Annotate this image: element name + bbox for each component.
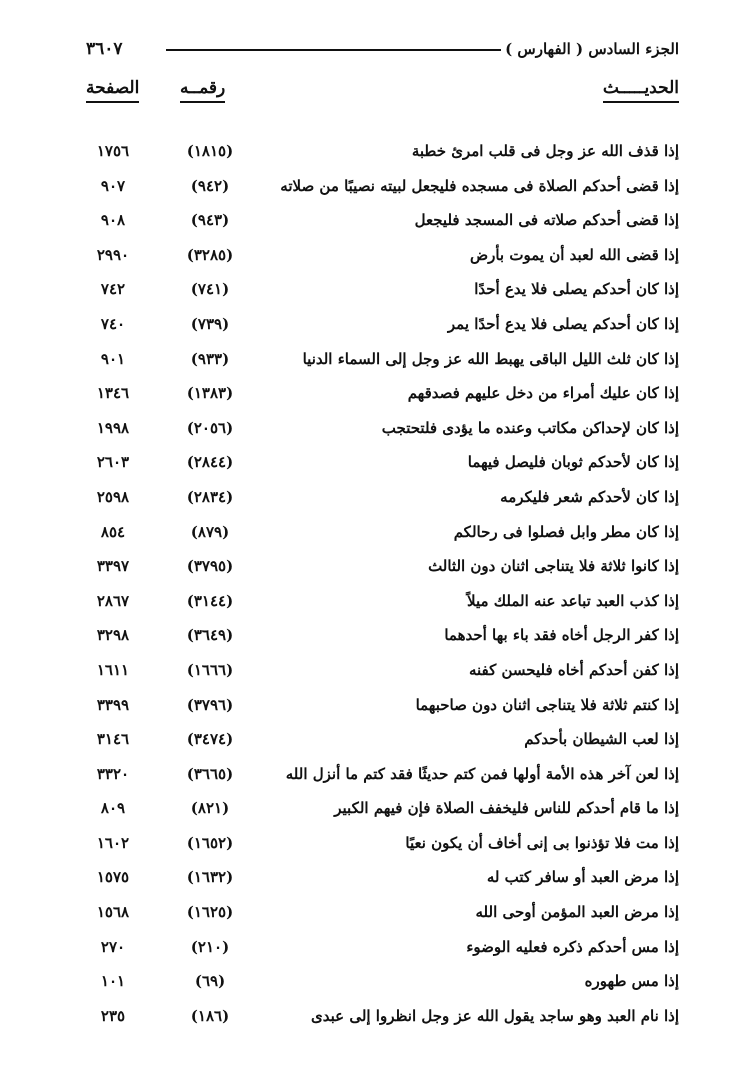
hadith-number: (١٦٣٢) [186, 868, 234, 887]
hadith-text: إذا قذف الله عز وجل فى قلب امرئ خطبة [411, 142, 679, 160]
hadith-text: إذا كان أحدكم يصلى فلا يدع أحدًا يمر [447, 314, 679, 333]
index-entry [80, 584, 679, 619]
column-header-page: الصفحة [86, 76, 139, 103]
page-reference: ٢٨٦٧ [96, 591, 130, 610]
hadith-number: (٩٣٣) [190, 349, 230, 368]
page-reference: ٨٥٤ [100, 522, 126, 541]
page-reference: ٩٠٧ [100, 176, 126, 195]
hadith-text: إذا كذب العبد تباعد عنه الملك ميلاً [467, 591, 679, 610]
hadith-number: (٣٤٧٤) [186, 730, 234, 749]
page-reference: ٧٤٢ [100, 280, 126, 299]
hadith-number: (٣٢٨٥) [186, 245, 234, 264]
index-entry [80, 238, 679, 273]
index-entry [80, 515, 679, 550]
index-entry [80, 653, 679, 688]
index-entry [80, 688, 679, 723]
hadith-text: إذا كفر الرجل أخاه فقد باء بها أحدهما [444, 626, 679, 645]
hadith-text: إذا كانوا ثلاثة فلا يتناجى اثنان دون الثالث [428, 557, 679, 576]
index-entry [80, 169, 679, 204]
page-reference: ١٦١١ [96, 660, 130, 679]
index-entry [80, 757, 679, 792]
hadith-text: إذا ما قام أحدكم للناس فليخفف الصلاة فإن فيهم الكبير [334, 799, 679, 818]
index-entry [80, 549, 679, 584]
hadith-text: إذا قضى أحدكم الصلاة فى مسجده فليجعل لبيته نصيبًا من صلاته [280, 176, 679, 195]
page-reference: ٢٩٩٠ [96, 245, 130, 264]
running-head [86, 36, 679, 64]
hadith-number: (٩٤٢) [190, 176, 230, 195]
page-reference: ٣٢٩٨ [96, 626, 130, 645]
index-entries [80, 134, 679, 1033]
page-number: ٣٦٠٧ [86, 39, 123, 59]
page-reference: ١٩٩٨ [96, 418, 130, 437]
page-reference: ٢٧٠ [100, 937, 126, 956]
column-header-number: رقمــه [180, 76, 225, 103]
page-reference: ٧٤٠ [100, 314, 126, 333]
hadith-text: إذا كان ثلث الليل الباقى يهبط الله عز وجل إلى السماء الدنيا [302, 349, 679, 368]
index-entry [80, 860, 679, 895]
page-reference: ٢٥٩٨ [96, 487, 130, 506]
index-entry [80, 272, 679, 307]
page-reference: ٣٣٩٧ [96, 557, 130, 576]
hadith-number: (٢٠٥٦) [186, 418, 234, 437]
index-entry [80, 930, 679, 965]
hadith-text: إذا كان لإحداكن مكاتب وعنده ما يؤدى فلتحتجب [381, 418, 679, 437]
hadith-number: (١٨١٥) [186, 142, 234, 160]
hadith-number: (٢٨٣٤) [186, 487, 234, 506]
hadith-text: إذا مرض العبد المؤمن أوحى الله [475, 903, 679, 922]
column-headers [80, 76, 679, 106]
hadith-number: (٧٤١) [190, 280, 230, 299]
hadith-text: إذا لعن آخر هذه الأمة أولها فمن كتم حديثًا فقد كتم ما أنزل الله [285, 764, 679, 783]
index-entry [80, 964, 679, 999]
index-entry [80, 376, 679, 411]
page-reference: ٩٠١ [100, 349, 126, 368]
hadith-number: (٢١٠) [190, 937, 230, 956]
hadith-number: (١٨٦) [190, 1006, 230, 1025]
hadith-text: إذا قضى الله لعبد أن يموت بأرض [469, 245, 679, 264]
index-entry [80, 895, 679, 930]
hadith-number: (٦٩) [194, 972, 226, 991]
hadith-text: إذا مس طهوره [584, 972, 679, 991]
hadith-text: إذا كان أحدكم يصلى فلا يدع أحدًا [474, 280, 679, 299]
index-entry [80, 445, 679, 480]
page-reference: ٢٦٠٣ [96, 453, 130, 472]
hadith-number: (١٦٥٢) [186, 833, 234, 852]
hadith-text: إذا مس أحدكم ذكره فعليه الوضوء [466, 937, 679, 956]
page-reference: ١٠١ [100, 972, 126, 991]
column-header-hadith: الحديـــــث [603, 76, 679, 103]
hadith-number: (١٦٢٥) [186, 903, 234, 922]
page-reference: ٢٣٥ [100, 1006, 126, 1025]
index-entry [80, 999, 679, 1034]
hadith-number: (١٣٨٣) [186, 384, 234, 403]
hadith-number: (٨٢١) [190, 799, 230, 818]
page-reference: ٨٠٩ [100, 799, 126, 818]
page-reference: ٣٣٩٩ [96, 695, 130, 714]
hadith-number: (٩٤٣) [190, 211, 230, 230]
running-head-title: الجزء السادس ( الفهارس ) [505, 40, 679, 58]
page-reference: ١٥٦٨ [96, 903, 130, 922]
index-entry [80, 342, 679, 377]
hadith-number: (٨٧٩) [190, 522, 230, 541]
page-reference: ٣٣٢٠ [96, 764, 130, 783]
hadith-number: (٣٧٩٥) [186, 557, 234, 576]
running-head-rule [166, 49, 501, 51]
hadith-text: إذا نام العبد وهو ساجد يقول الله عز وجل انظروا إلى عبدى [311, 1006, 679, 1025]
hadith-number: (٣٦٦٥) [186, 764, 234, 783]
index-entry [80, 134, 679, 169]
hadith-text: إذا لعب الشيطان بأحدكم [524, 730, 679, 749]
page-reference: ١٣٤٦ [96, 384, 130, 403]
page-reference: ٣١٤٦ [96, 730, 130, 749]
index-entry [80, 722, 679, 757]
hadith-text: إذا كان لأحدكم شعر فليكرمه [500, 487, 679, 506]
hadith-text: إذا مت فلا تؤذنوا بى إنى أخاف أن يكون نعيًا [405, 833, 679, 852]
index-entry [80, 618, 679, 653]
index-entry [80, 480, 679, 515]
hadith-number: (٣٦٤٩) [186, 626, 234, 645]
page-reference: ٩٠٨ [100, 211, 126, 230]
index-entry [80, 203, 679, 238]
page-reference: ١٥٧٥ [96, 868, 130, 887]
hadith-number: (٢٨٤٤) [186, 453, 234, 472]
index-entry [80, 791, 679, 826]
hadith-text: إذا مرض العبد أو سافر كتب له [486, 868, 679, 887]
hadith-number: (٣١٤٤) [186, 591, 234, 610]
hadith-text: إذا كنتم ثلاثة فلا يتناجى اثنان دون صاحبهما [415, 695, 679, 714]
page-reference: ١٧٥٦ [96, 142, 130, 160]
hadith-text: إذا كان عليك أمراء من دخل عليهم فصدقهم [407, 384, 679, 403]
hadith-text: إذا قضى أحدكم صلاته فى المسجد فليجعل [414, 211, 679, 230]
index-entry [80, 411, 679, 446]
index-entry [80, 307, 679, 342]
hadith-text: إذا كان مطر وابل فصلوا فى رحالكم [453, 522, 679, 541]
index-entry [80, 826, 679, 861]
page-reference: ١٦٠٢ [96, 833, 130, 852]
hadith-text: إذا كان لأحدكم ثوبان فليصل فيهما [467, 453, 679, 472]
hadith-number: (٧٣٩) [190, 314, 230, 333]
hadith-number: (٣٧٩٦) [186, 695, 234, 714]
hadith-text: إذا كفن أحدكم أخاه فليحسن كفنه [468, 660, 679, 679]
hadith-number: (١٦٦٦) [186, 660, 234, 679]
